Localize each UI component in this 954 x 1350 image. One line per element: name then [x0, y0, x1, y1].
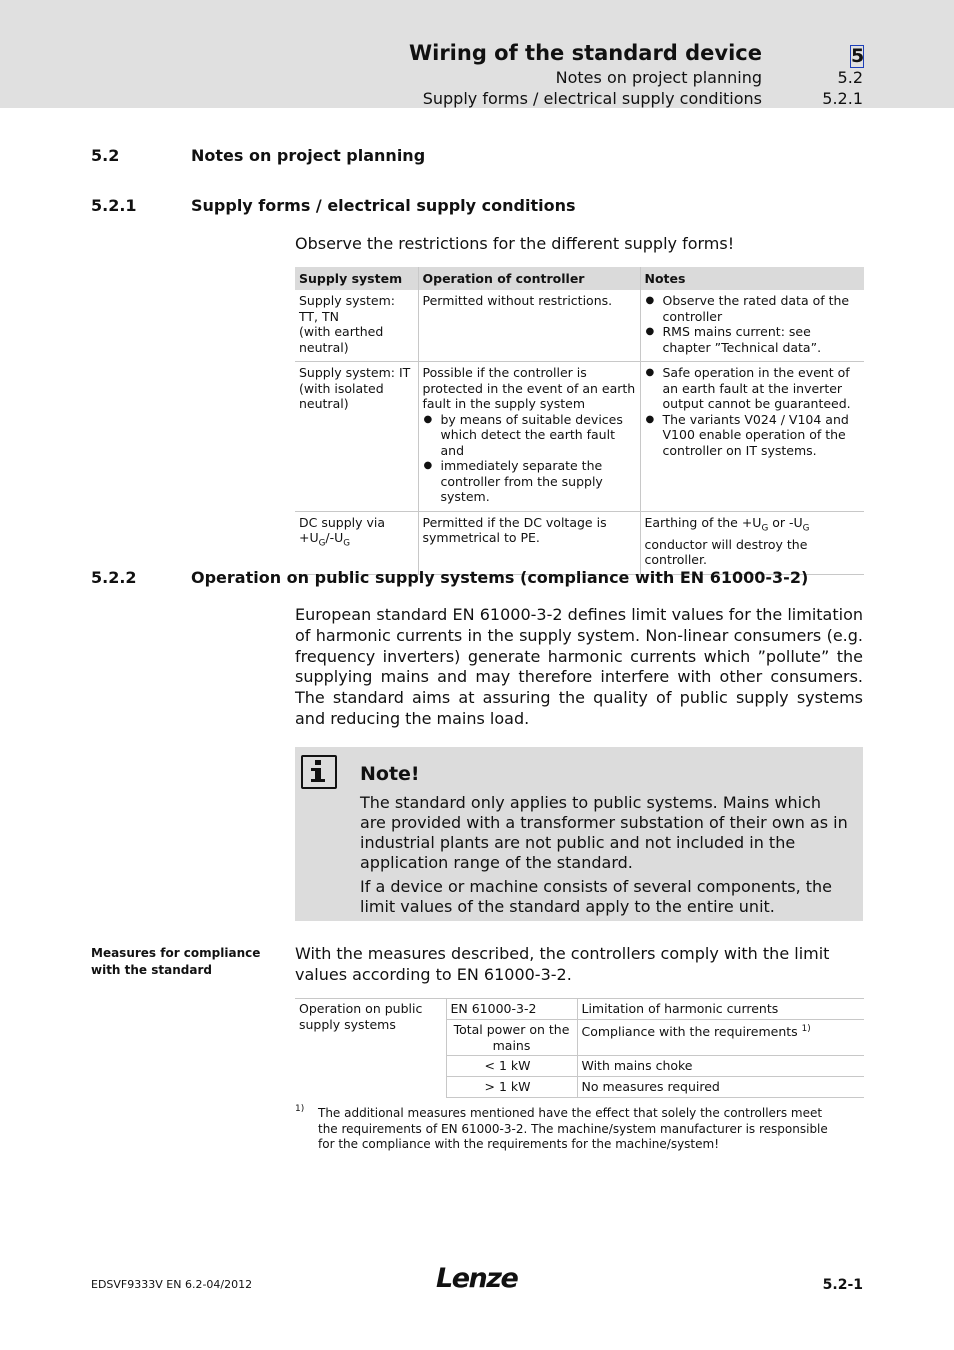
- bullet-item: ● The variants V024 / V104 and V100 enable operation of the controller on IT systems.: [645, 412, 861, 459]
- cell-text: (with earthed neutral): [299, 324, 384, 355]
- column-header: Operation of controller: [418, 267, 640, 290]
- table-cell: < 1 kW: [446, 1056, 577, 1077]
- header-section-title: Notes on project planning: [555, 68, 762, 87]
- cell-text: Supply system: IT: [299, 365, 411, 380]
- cell-text: DC supply via: [299, 514, 386, 530]
- note-box: [295, 747, 863, 921]
- table-cell: Limitation of harmonic currents: [577, 999, 864, 1020]
- table-cell: [295, 290, 418, 362]
- table-cell: [295, 362, 418, 512]
- measures-text: With the measures described, the controllers comply with the limit values according to EN 61000-3-2.: [295, 944, 830, 984]
- column-header: Supply system: [295, 267, 418, 290]
- margin-label: Measures for compliance with the standard: [91, 946, 261, 977]
- supply-forms-table: [295, 267, 864, 575]
- table-header-row: [295, 267, 864, 290]
- footnote-text: The additional measures mentioned have the effect that solely the controllers meet the requirements of EN 61000-3-2. The machine/system manufacturer is responsible for the compliance with the requirements for the machine/system!: [318, 1106, 828, 1151]
- table-cell: Earthing of the $+U_G$ or $-U_G$ conductor will destroy the controller.: [640, 511, 864, 574]
- bullet-item: ● Observe the rated data of the controller: [645, 293, 861, 324]
- bullet-item: ● RMS mains current: see chapter ”Technical data”.: [645, 324, 861, 355]
- cell-text: Possible if the controller is protected in the event of an earth fault in the supply system: [422, 365, 636, 411]
- lenze-logo: Lenze: [436, 1263, 518, 1294]
- header-subsection-number: 5.2.1: [822, 89, 863, 108]
- table-cell: Compliance with the requirements $^{1)}$: [577, 1020, 864, 1056]
- table-cell: Operation on public supply systems: [295, 999, 446, 1098]
- chapter-number: 5: [851, 45, 865, 67]
- bullet-item: ● immediately separate the controller from the supply system.: [423, 458, 636, 505]
- table-cell: [640, 362, 864, 512]
- intro-text: Observe the restrictions for the different supply forms!: [295, 234, 735, 253]
- table-row: [295, 362, 864, 512]
- page-number: 5.2-1: [822, 1277, 863, 1293]
- table-cell: > 1 kW: [446, 1077, 577, 1098]
- cell-text: $+U_G/-U_G$: [299, 530, 351, 549]
- cell-text: (with isolated neutral): [299, 380, 384, 411]
- section-title: Notes on project planning: [191, 146, 426, 165]
- table-row: [295, 290, 864, 362]
- column-header: Notes: [640, 267, 864, 290]
- document-id: EDSVF9333V EN 6.2-04/2012: [91, 1278, 253, 1291]
- subsection-number: 5.2.2: [91, 568, 137, 587]
- cell-text: conductor will destroy the controller.: [644, 536, 808, 567]
- header-section-number: 5.2: [837, 68, 863, 87]
- table-cell: [295, 511, 418, 574]
- table-cell: Total power on the mains: [446, 1020, 577, 1056]
- subsection-title: Supply forms / electrical supply conditions: [191, 196, 576, 215]
- table-cell: [640, 290, 864, 362]
- note-title: Note!: [360, 763, 420, 785]
- table-cell: No measures required: [577, 1077, 864, 1098]
- table-cell: Permitted without restrictions.: [418, 290, 640, 362]
- note-paragraph: If a device or machine consists of several components, the limit values of the standard apply to the entire unit.: [360, 877, 832, 916]
- table-cell: EN 61000-3-2: [446, 999, 577, 1020]
- cell-text: Supply system: TT, TN: [299, 293, 395, 324]
- info-icon: [301, 755, 337, 789]
- table-row: [295, 999, 864, 1020]
- chapter-title: Wiring of the standard device: [408, 41, 762, 65]
- footnote-marker: 1): [295, 1104, 305, 1114]
- table-cell: With mains choke: [577, 1056, 864, 1077]
- compliance-table: [295, 998, 864, 1098]
- header-subsection-title: Supply forms / electrical supply conditions: [422, 89, 762, 108]
- subsection-number: 5.2.1: [91, 196, 137, 215]
- section-number: 5.2: [91, 146, 120, 165]
- body-paragraph: European standard EN 61000-3-2 defines limit values for the limitation of harmonic currents in the supply system. Non-linear consumers (e.g. frequency inverters) generate harmonic currents which ”pollute” the supplying mains and may therefore interfere with other consumers. The standard aims at assuring the quality of public supply systems and reducing the mains load.: [295, 605, 863, 728]
- bullet-item: ● Safe operation in the event of an earth fault at the inverter output cannot be guaranteed.: [645, 365, 861, 412]
- note-paragraph: The standard only applies to public systems. Mains which are provided with a transformer substation of their own as in industrial plants are not public and not included in the application range of the standard.: [360, 793, 848, 872]
- bullet-item: ● by means of suitable devices which detect the earth fault and: [423, 412, 636, 459]
- table-cell: [418, 362, 640, 512]
- table-row: [295, 511, 864, 574]
- subsection-title: Operation on public supply systems (compliance with EN 61000-3-2): [191, 568, 809, 587]
- table-cell: Permitted if the DC voltage is symmetrical to PE.: [418, 511, 640, 574]
